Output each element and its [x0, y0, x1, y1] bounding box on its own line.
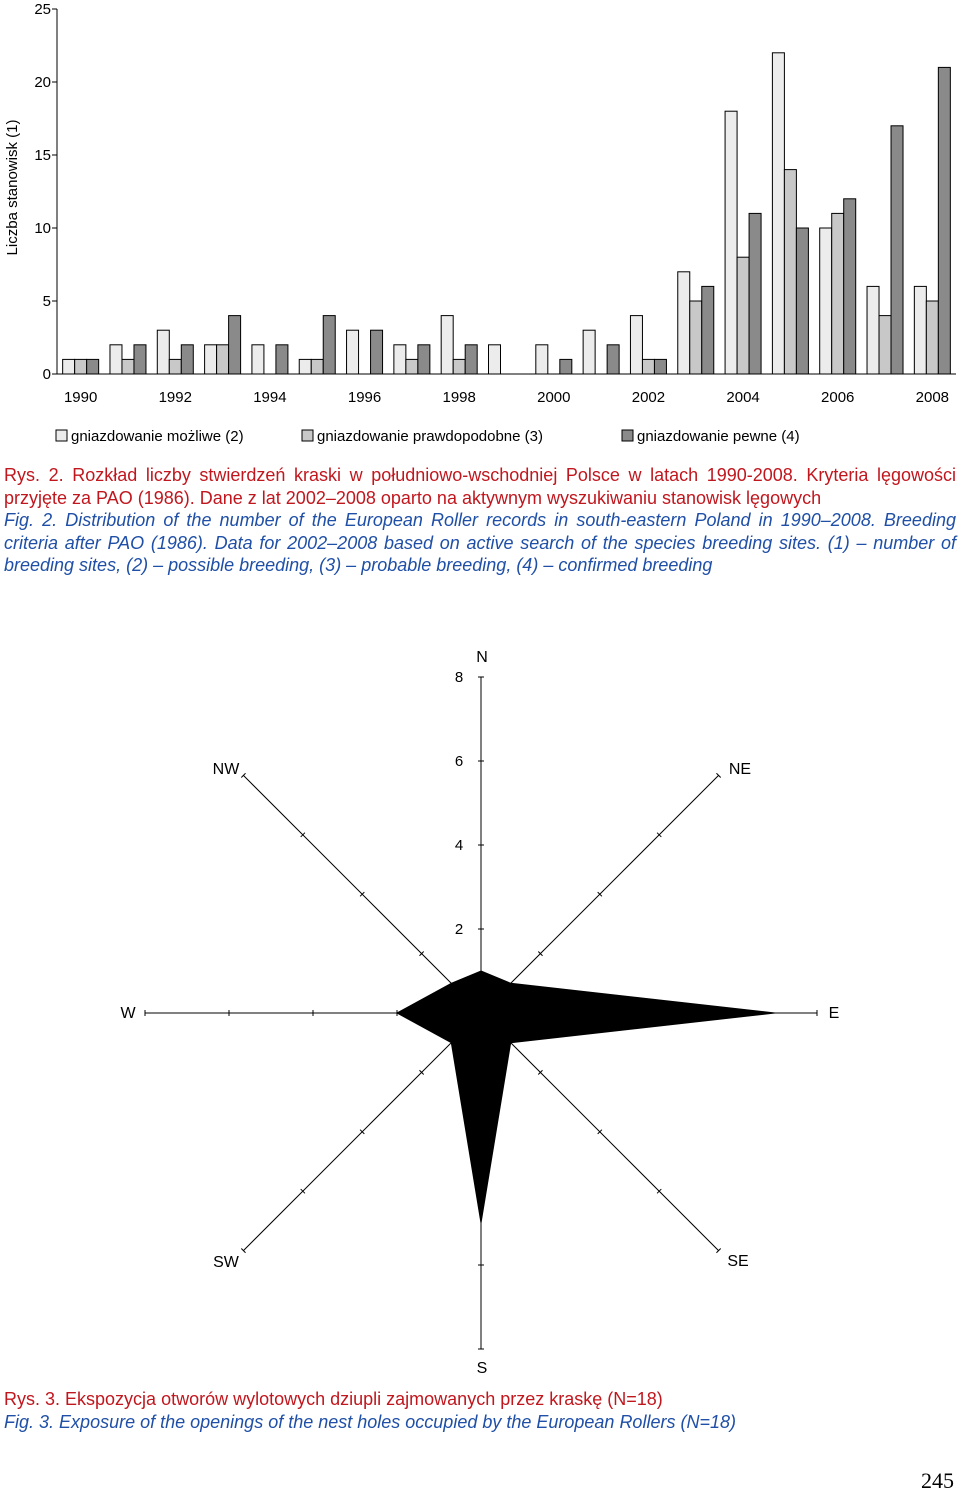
fig3-en-label: Fig. 3. [4, 1411, 55, 1432]
fig2-en-text: Distribution of the number of the European Roller records in south-eastern Poland in 1990–2008. Breeding criteria after PAO (1986). Data for 2002–2008 based on active search of the species breeding sites. (1) – number of breeding sites, (2) – possible breeding, (3) – probable breeding, (4) – confirmed breeding [4, 510, 956, 575]
legend-swatch [56, 430, 67, 441]
bar [229, 316, 241, 374]
fig2-en-label: Fig. 2. [4, 510, 58, 530]
y-tick-label: 20 [34, 74, 51, 91]
x-tick-label: 1996 [347, 389, 382, 406]
bar [879, 316, 891, 374]
bar [796, 228, 808, 374]
bar [406, 359, 418, 374]
bar [678, 272, 690, 374]
direction-label-w: W [120, 1005, 136, 1022]
radial-tick-label: 6 [454, 753, 464, 770]
bar [299, 359, 311, 374]
bar [702, 286, 714, 374]
bar [749, 213, 761, 374]
bar [560, 359, 572, 374]
bar [110, 345, 122, 374]
y-tick-label: 5 [42, 293, 51, 310]
figure-3-caption-en [4, 1411, 956, 1434]
y-tick-label: 10 [34, 220, 51, 237]
bar [891, 126, 903, 374]
bar [465, 345, 477, 374]
bar [87, 359, 99, 374]
legend-swatch [302, 430, 313, 441]
direction-label-sw: SW [213, 1254, 239, 1271]
direction-label-ne: NE [728, 761, 752, 778]
x-tick-label: 2000 [537, 389, 571, 406]
bar [63, 359, 75, 374]
bar [181, 345, 193, 374]
bar [276, 345, 288, 374]
bar [772, 53, 784, 374]
bar [867, 286, 879, 374]
bar [75, 359, 87, 374]
bar [832, 213, 844, 374]
bar [642, 359, 654, 374]
x-tick-label: 2006 [821, 389, 855, 406]
bar [938, 67, 950, 374]
figure-3-caption [4, 1388, 956, 1433]
bar [157, 330, 169, 374]
bar [311, 359, 323, 374]
y-tick-label: 0 [42, 366, 51, 383]
bar [725, 111, 737, 374]
legend-label: gniazdowanie pewne (4) [637, 428, 800, 445]
bar [583, 330, 595, 374]
bar [169, 359, 181, 374]
fig3-pl-label: Rys. 3. [4, 1389, 61, 1409]
radial-tick-label: 8 [454, 669, 464, 686]
fig3-en-text: Exposure of the openings of the nest holes occupied by the European Rollers (N=18) [59, 1411, 736, 1432]
figure-2-caption [4, 464, 956, 577]
radial-tick-label: 2 [454, 921, 464, 938]
bar [134, 345, 146, 374]
bar [914, 286, 926, 374]
x-tick-label: 1998 [442, 389, 476, 406]
bar [536, 345, 548, 374]
legend-swatch [622, 430, 633, 441]
bar [630, 316, 642, 374]
bar [489, 345, 501, 374]
x-tick-label: 2002 [631, 389, 666, 406]
fig2-pl-label: Rys. 2. [4, 465, 64, 485]
bar [122, 359, 134, 374]
figure-2-caption-en [4, 509, 956, 577]
direction-label-n: N [476, 649, 488, 666]
bar [252, 345, 264, 374]
bar [371, 330, 383, 374]
figure-3-caption-pl [4, 1388, 956, 1411]
radial-tick-label: 4 [454, 837, 464, 854]
bar [441, 316, 453, 374]
legend-label: gniazdowanie prawdopodobne (3) [317, 428, 543, 445]
bar [737, 257, 749, 374]
bar [394, 345, 406, 374]
x-tick-label: 1994 [253, 389, 287, 406]
bar [453, 359, 465, 374]
y-tick-label: 15 [34, 147, 51, 164]
bar [418, 345, 430, 374]
bar [323, 316, 335, 374]
direction-label-s: S [476, 1360, 488, 1377]
figure-2-caption-pl [4, 464, 956, 509]
bar [784, 170, 796, 374]
bar [205, 345, 217, 374]
y-tick-label: 25 [34, 1, 51, 18]
bar [690, 301, 702, 374]
fig2-pl-text: Rozkład liczby stwierdzeń kraski w południowo-wschodniej Polsce w latach 1990-2008. Kryteria lęgowości przyjęte za PAO (1986). Dane z lat 2002–2008 oparto na aktywnym wyszukiwaniu stanowisk lęgowych [4, 465, 957, 508]
direction-label-e: E [828, 1005, 840, 1022]
bar [217, 345, 229, 374]
direction-label-se: SE [727, 1253, 749, 1270]
x-tick-label: 1990 [63, 389, 98, 406]
bar [347, 330, 359, 374]
x-tick-label: 2008 [915, 389, 950, 406]
bar [926, 301, 938, 374]
radar-chart [0, 640, 960, 1380]
bar-chart [0, 0, 960, 460]
y-axis-label: Liczba stanowisk (1) [4, 119, 21, 256]
x-tick-label: 1992 [158, 389, 192, 406]
data-polygon [397, 971, 775, 1223]
page-number: 245 [921, 1468, 954, 1493]
fig3-pl-text: Ekspozycja otworów wylotowych dziupli zajmowanych przez kraskę (N=18) [65, 1389, 663, 1409]
legend-label: gniazdowanie możliwe (2) [71, 428, 244, 445]
direction-label-nw: NW [212, 761, 240, 778]
bar [654, 359, 666, 374]
bar [607, 345, 619, 374]
bar [820, 228, 832, 374]
x-tick-label: 2004 [726, 389, 760, 406]
bar [844, 199, 856, 374]
